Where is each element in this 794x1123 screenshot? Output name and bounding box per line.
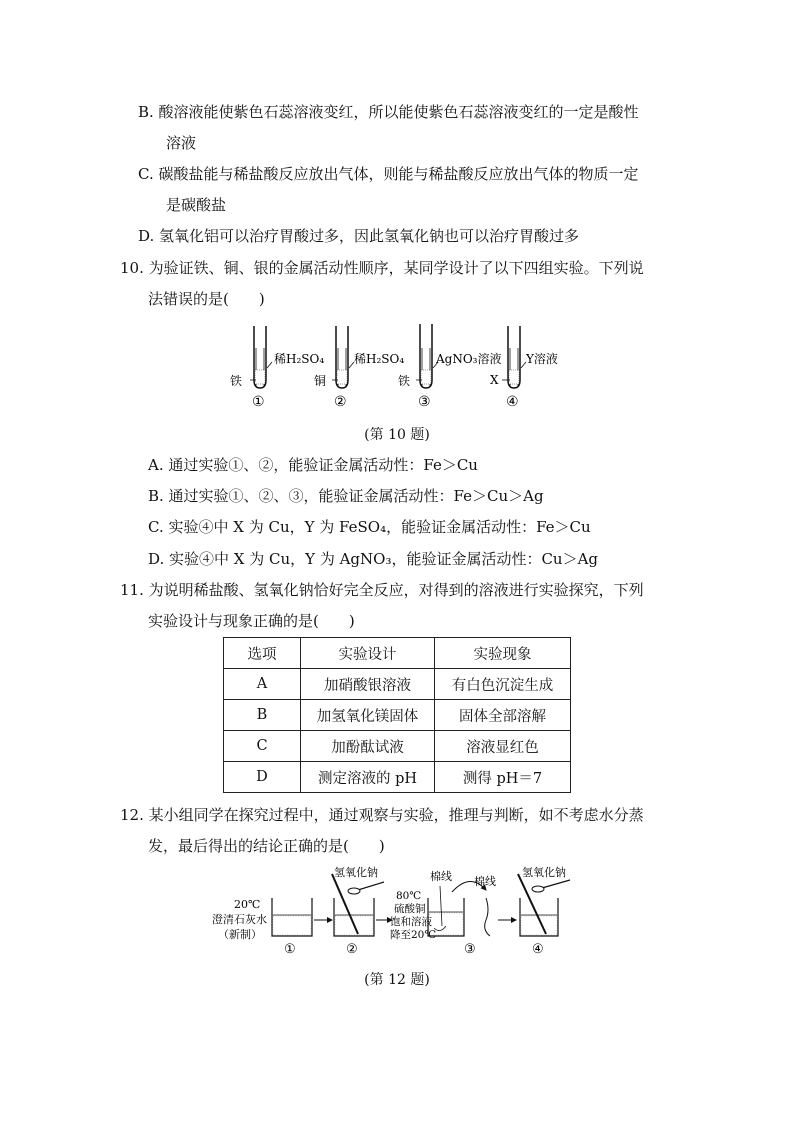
q12-figure bbox=[208, 860, 592, 958]
table-header-row bbox=[224, 638, 571, 669]
table-cell: 固体全部溶解 bbox=[435, 700, 571, 731]
q12-caption: (第 12 题) bbox=[364, 972, 430, 988]
fig12-mid-temp: 80℃ bbox=[396, 890, 422, 902]
tube3-metal-label: 铁 bbox=[398, 374, 411, 388]
tube4-liquid-label: Y溶液 bbox=[526, 352, 558, 366]
beaker-2 bbox=[332, 865, 384, 957]
q11-stem-line2: 实验设计与现象正确的是( ) bbox=[148, 612, 355, 630]
fig12-thread-label-2: 棉线 bbox=[474, 875, 496, 888]
q10-option-c: C. 实验④中 X 为 Cu，Y 为 FeSO₄，能验证金属活动性：Fe＞Cu bbox=[148, 518, 591, 536]
table-cell: 测得 pH＝7 bbox=[435, 762, 571, 793]
tube2-metal-label: 铜 bbox=[314, 374, 327, 388]
fig12-num4: ④ bbox=[532, 942, 544, 957]
fig12-num3: ③ bbox=[464, 942, 476, 957]
q10-caption: (第 10 题) bbox=[364, 427, 430, 443]
tube1-metal-label: 铁 bbox=[230, 374, 243, 388]
fig12-limewater-label: 澄清石灰水 bbox=[212, 913, 267, 926]
table-cell: 有白色沉淀生成 bbox=[435, 669, 571, 700]
fig12-temp-label: 20℃ bbox=[234, 898, 261, 911]
tube2-liquid-label: 稀H₂SO₄ bbox=[354, 352, 405, 366]
q10-stem-line2: 法错误的是( ) bbox=[148, 290, 265, 308]
fig12-thread-label-1: 棉线 bbox=[430, 870, 452, 883]
q12-stem-line2: 发，最后得出的结论正确的是( ) bbox=[148, 837, 385, 855]
table-cell: A bbox=[224, 669, 301, 700]
q11-experiment-table bbox=[223, 637, 571, 793]
q12-stem-line1: 12. 某小组同学在探究过程中，通过观察与实验，推理与判断，如不考虑水分蒸 bbox=[120, 806, 644, 824]
table-row bbox=[224, 700, 571, 731]
table-row bbox=[224, 669, 571, 700]
q10-option-a: A. 通过实验①、②，能验证金属活动性：Fe＞Cu bbox=[148, 456, 478, 474]
tube3-liquid-label: AgNO₃溶液 bbox=[436, 352, 502, 366]
tube2-number: ② bbox=[334, 394, 347, 410]
q9-option-b-line2: 溶液 bbox=[166, 134, 197, 152]
table-cell: 溶液显红色 bbox=[435, 731, 571, 762]
fig12-num2: ② bbox=[346, 942, 358, 957]
q10-figure bbox=[220, 318, 580, 410]
beaker-3 bbox=[428, 869, 464, 936]
q9-option-b-line1: B. 酸溶液能使紫色石蕊溶液变红，所以能使紫色石蕊溶液变红的一定是酸性 bbox=[138, 103, 639, 121]
q11-stem-line1: 11. 为说明稀盐酸、氢氧化钠恰好完全反应，对得到的溶液进行实验探究，下列 bbox=[120, 581, 644, 599]
tube1-liquid-label: 稀H₂SO₄ bbox=[274, 352, 325, 366]
tube1-number: ① bbox=[252, 394, 265, 410]
test-tube-2 bbox=[314, 326, 404, 410]
table-cell: 加氢氧化镁固体 bbox=[301, 700, 435, 731]
q9-option-c-line2: 是碳酸盐 bbox=[166, 196, 227, 214]
table-cell: 测定溶液的 pH bbox=[301, 762, 435, 793]
fig12-mid-saturated: 饱和溶液 bbox=[390, 916, 432, 928]
table-header: 实验现象 bbox=[435, 638, 571, 669]
table-cell: D bbox=[224, 762, 301, 793]
table-header: 选项 bbox=[224, 638, 301, 669]
table-row bbox=[224, 731, 571, 762]
fig12-mid-cool: 降至20℃ bbox=[390, 929, 437, 941]
table-cell: 加硝酸银溶液 bbox=[301, 669, 435, 700]
table-cell: C bbox=[224, 731, 301, 762]
cotton-thread bbox=[464, 874, 496, 957]
tube4-metal-label: X bbox=[490, 373, 499, 387]
q10-option-d: D. 实验④中 X 为 Cu，Y 为 AgNO₃，能验证金属活动性：Cu＞Ag bbox=[148, 550, 599, 568]
test-tube-1 bbox=[230, 326, 327, 410]
q10-stem-line1: 10. 为验证铁、铜、银的金属活动性顺序，某同学设计了以下四组实验。下列说 bbox=[120, 259, 644, 277]
beaker-1 bbox=[272, 898, 312, 957]
fig12-naoh-label-1: 氢氧化钠 bbox=[334, 866, 378, 879]
table-row bbox=[224, 762, 571, 793]
q10-option-b: B. 通过实验①、②、③，能验证金属活动性：Fe＞Cu＞Ag bbox=[148, 487, 544, 505]
test-tube-4 bbox=[490, 326, 558, 410]
q9-option-c-line1: C. 碳酸盐能与稀盐酸反应放出气体，则能与稀盐酸反应放出气体的物质一定 bbox=[138, 165, 639, 183]
q9-option-d: D. 氢氧化铝可以治疗胃酸过多，因此氢氧化钠也可以治疗胃酸过多 bbox=[138, 227, 580, 245]
fig12-mid-cuso4: 硫酸铜 bbox=[394, 903, 426, 915]
fig12-naoh-label-2: 氢氧化钠 bbox=[522, 866, 566, 879]
fig12-fresh-label: （新制） bbox=[218, 928, 262, 941]
test-tube-3 bbox=[398, 324, 502, 410]
tube3-number: ③ bbox=[418, 394, 431, 410]
table-header: 实验设计 bbox=[301, 638, 435, 669]
fig12-num1: ① bbox=[284, 942, 296, 957]
table-cell: 加酚酞试液 bbox=[301, 731, 435, 762]
table-cell: B bbox=[224, 700, 301, 731]
beaker-4 bbox=[518, 865, 570, 957]
tube4-number: ④ bbox=[506, 394, 519, 410]
